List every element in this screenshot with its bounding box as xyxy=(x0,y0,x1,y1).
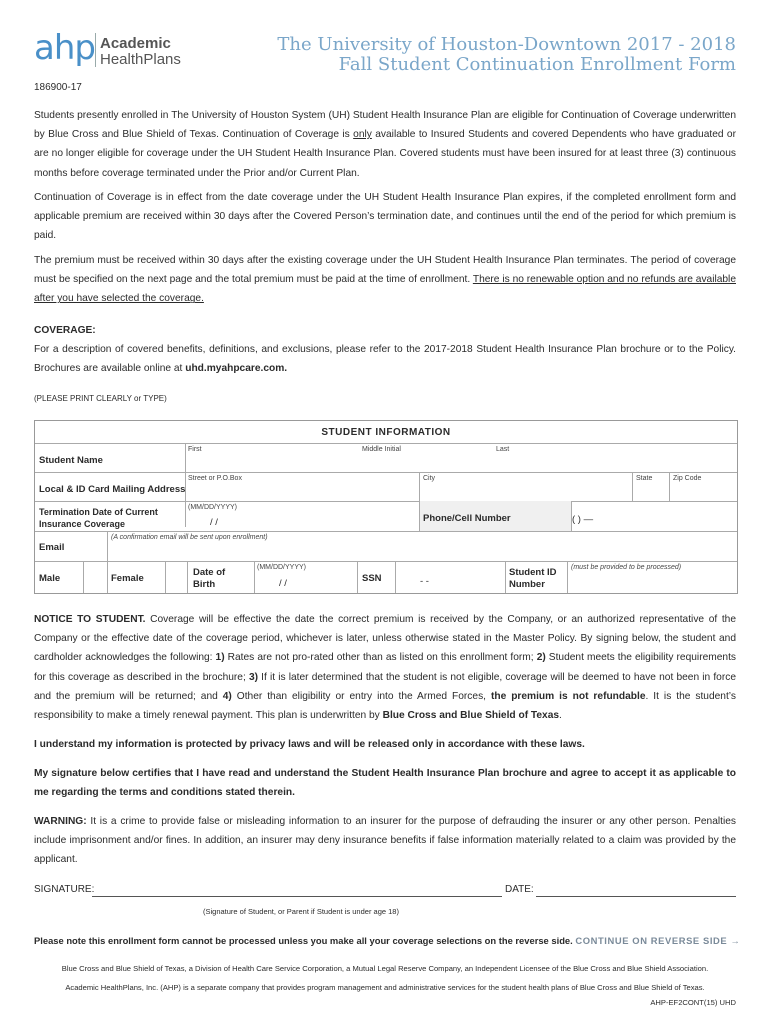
print-note: (PLEASE PRINT CLEARLY or TYPE) xyxy=(34,394,167,403)
privacy-statement: I understand my information is protected by privacy laws and will be released only in accordance with these laws. xyxy=(34,739,585,750)
street-sublabel: Street or P.O.Box xyxy=(188,475,242,482)
student-id-label-1: Student ID xyxy=(509,567,557,578)
student-info-heading: STUDENT INFORMATION xyxy=(321,427,451,438)
ssn-label: SSN xyxy=(362,573,382,584)
email-note: (A confirmation email will be sent upon enrollment) xyxy=(111,534,268,541)
intro-paragraph-3: The premium must be received within 30 days after the existing coverage under the UH Student Health Insurance Plan terminates. The period of coverage must be specified on the next page and the total premium must be paid at the time of enrollment. There is no renewable option and no refunds are available after you have selected the coverage. xyxy=(34,255,736,305)
logo-healthplans: HealthPlans xyxy=(100,51,181,68)
student-id-label-2: Number xyxy=(509,579,545,590)
logo-divider xyxy=(95,33,96,67)
dob-field[interactable]: / / xyxy=(279,578,287,589)
city-sublabel: City xyxy=(423,475,436,482)
student-info-table xyxy=(34,420,738,594)
state-sublabel: State xyxy=(636,475,653,482)
date-line[interactable] xyxy=(536,896,736,897)
student-id-field[interactable] xyxy=(567,561,737,593)
document-code: AHP-EF2CONT(15) UHD xyxy=(650,998,736,1007)
intro-paragraph-2: Continuation of Coverage is in effect from the date coverage under the UH Student Health Insurance Plan expires, if the completed enrollment form and applicable premium are received within 30 days after the Covered Person’s termination date, and continues until the end of the period for which premium is paid. xyxy=(34,192,736,242)
date-label: DATE: xyxy=(505,884,534,895)
dob-format: (MM/DD/YYYY) xyxy=(257,564,306,571)
male-checkbox[interactable] xyxy=(83,561,107,593)
mailing-address-label: Local & ID Card Mailing Address xyxy=(39,484,186,495)
coverage-heading: COVERAGE: xyxy=(34,325,96,336)
coverage-text: For a description of covered benefits, definitions, and exclusions, please refer to the 2017-2018 Student Health Insurance Plan brochure or to the Policy. Brochures are available online at uhd.myahpcare.com. xyxy=(34,344,736,375)
zip-sublabel: Zip Code xyxy=(673,475,702,482)
signature-note: (Signature of Student, or Parent if Student is under age 18) xyxy=(203,907,399,916)
mailing-address-field[interactable] xyxy=(185,472,737,501)
logo-academic: Academic xyxy=(100,35,171,52)
warning-statement: WARNING: It is a crime to provide false or misleading information to an insurer for the purpose of defrauding the insurer or any other person. Penalties include imprisonment and/or fines. In addition, an insurer may deny insurance benefits if false information materially related to a claim was provided by the applicant. xyxy=(34,816,736,866)
ssn-field[interactable]: - - xyxy=(420,576,429,587)
form-code: 186900-17 xyxy=(34,82,82,93)
last-name-sublabel: Last xyxy=(496,446,510,453)
termination-date-label-2: Insurance Coverage xyxy=(39,519,126,529)
intro-paragraph-1: Students presently enrolled in The University of Houston System (UH) Student Health Insurance Plan are eligible for Continuation of Coverage underwritten by Blue Cross and Blue Shield of Texas. Continuation of Coverage is only available to Insured Students and covered Dependents who have graduated or are no longer eligible for coverage under the UH Student Health Insurance Plan. Covered students must have been insured for at least three (3) continuous months before coverage terminated under the Prior and/or Current Plan. xyxy=(34,110,736,179)
footer-bcbs: Blue Cross and Blue Shield of Texas, a Division of Health Care Service Corporation, a Mutual Legal Reserve Company, an Independent Licensee of the Blue Cross and Blue Shield Association. xyxy=(61,964,709,973)
brochure-link[interactable]: uhd.myahpcare.com. xyxy=(185,363,288,375)
notice-to-student: NOTICE TO STUDENT. Coverage will be effective the date the correct premium is received by the Company, or an authorized representative of the Company or the effective date of the coverage period, whichever is later, unless otherwise stated in the Master Policy. By signing below, the student and cardholder acknowledges the following: 1) Rates are not pro-rated other than as listed on this enrollment form; 2) Student meets the eligibility requirements for this coverage as described in the brochure; 3) If it is later determined that the student is not eligible, coverage will be deemed to have not been in force and the premium will be returned; and 4) Other than eligibility or entry into the Armed Forces, the premium is not refundable. It is the student’s responsibility to make a timely renewal payment. This plan is underwritten by Blue Cross and Blue Shield of Texas. xyxy=(34,614,736,722)
ahp-logo-mark: ahp xyxy=(34,28,95,68)
termination-date-format: (MM/DD/YYYY) xyxy=(188,504,237,511)
form-title-line2: Fall Student Continuation Enrollment Form xyxy=(338,54,736,75)
email-label: Email xyxy=(39,542,65,553)
dob-label-2: Birth xyxy=(193,579,216,590)
signature-line[interactable] xyxy=(92,896,502,897)
footer-ahp: Academic HealthPlans, Inc. (AHP) is a separate company that provides program management and administrative services for the student health plans of Blue Cross and Blue Shield of Texas. xyxy=(65,983,705,992)
certification-statement: My signature below certifies that I have read and understand the Student Health Insurance Plan brochure and agree to accept it as applicable to me regarding the terms and conditions stated therein. xyxy=(34,768,736,799)
reverse-note: Please note this enrollment form cannot be processed unless you make all your coverage selections on the reverse side. CONTINUE ON REVERSE SIDE → xyxy=(34,935,741,946)
phone-field[interactable]: ( ) — xyxy=(572,514,594,525)
female-checkbox[interactable] xyxy=(165,561,187,593)
male-label: Male xyxy=(39,573,61,584)
dob-label-1: Date of xyxy=(193,567,226,578)
phone-label: Phone/Cell Number xyxy=(423,513,511,524)
student-name-label: Student Name xyxy=(39,455,103,466)
signature-label: SIGNATURE: xyxy=(34,884,95,895)
middle-initial-sublabel: Middle Initial xyxy=(362,446,401,453)
termination-date-field[interactable]: / / xyxy=(210,517,218,528)
female-label: Female xyxy=(111,573,144,584)
first-name-sublabel: First xyxy=(188,446,202,453)
continue-reverse-link[interactable]: CONTINUE ON REVERSE SIDE → xyxy=(575,935,741,946)
student-id-note: (must be provided to be processed) xyxy=(571,564,682,571)
student-name-field[interactable] xyxy=(185,443,737,472)
email-field[interactable] xyxy=(107,531,737,561)
termination-date-label-1: Termination Date of Current xyxy=(39,507,158,517)
form-title-line1: The University of Houston-Downtown 2017 - 2018 xyxy=(277,34,736,55)
